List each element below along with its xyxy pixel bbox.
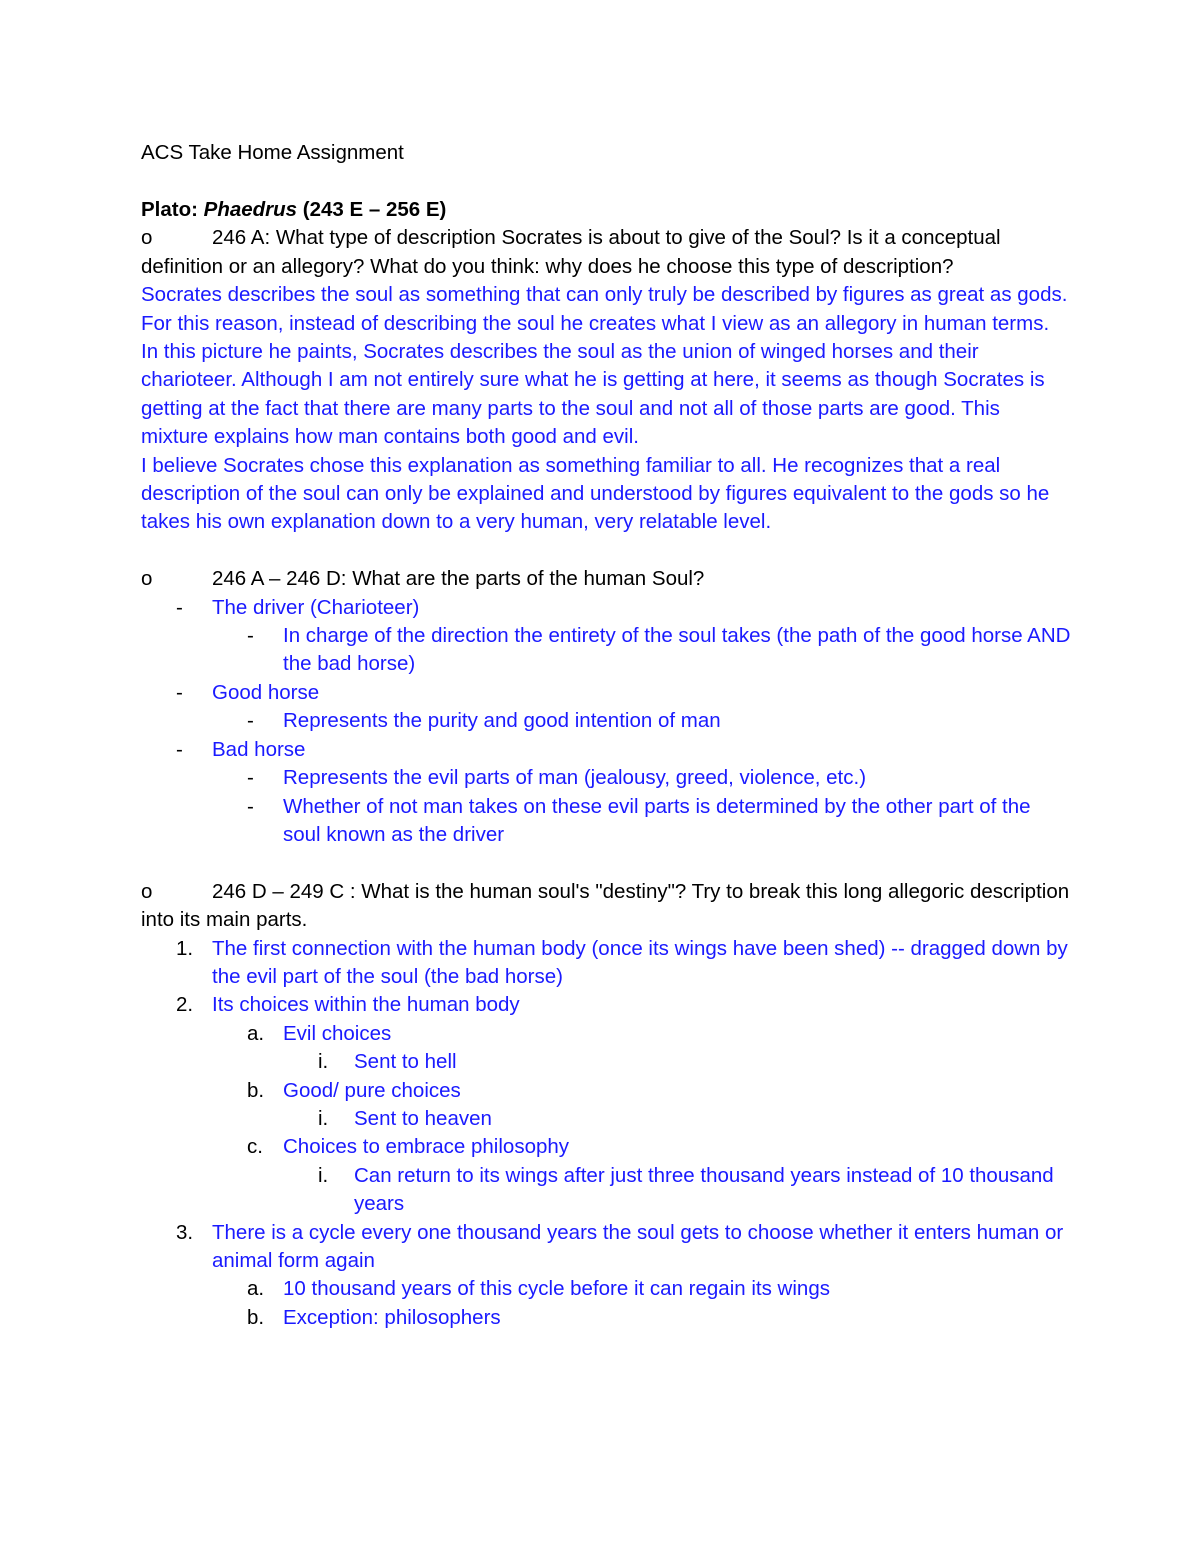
list-item-text: Represents the purity and good intention of man: [283, 709, 721, 733]
list-marker: b.: [247, 1305, 265, 1329]
question-1-text: o 246 A: What type of description Socrates is about to give of the Soul? Is it a conceptual definition or an allegory? What do you think: why does he choose this type of description?: [141, 226, 1001, 278]
document-body: [141, 196, 1071, 1332]
document-title: ACS Take Home Assignment: [141, 141, 404, 164]
list-item-text: Represents the evil parts of man (jealousy, greed, violence, etc.): [283, 766, 867, 790]
question-3-text: o 246 D – 249 C : What is the human soul's "destiny"? Try to break this long allegoric description into its main parts.: [141, 879, 1070, 932]
question-1: [141, 224, 1071, 536]
list-subitem: [141, 1077, 1071, 1105]
list-item-text: In charge of the direction the entirety of the soul takes (the path of the good horse AND the bad horse): [283, 624, 1071, 676]
list-marker: -: [247, 794, 254, 818]
list-subsubitem: [141, 1105, 1071, 1133]
list-item-text: Sent to hell: [354, 1050, 457, 1074]
list-subitem: [141, 764, 1071, 792]
section-heading: [141, 196, 1071, 224]
list-marker: -: [176, 737, 183, 761]
list-item-text: Evil choices: [283, 1021, 392, 1045]
list-subitem: [141, 1275, 1071, 1303]
list-item: [141, 991, 1071, 1019]
list-item-text: Whether of not man takes on these evil parts is determined by the other part of the soul known as the driver: [283, 794, 1031, 846]
list-item-text: Sent to heaven: [354, 1106, 492, 1130]
list-item: [141, 1219, 1071, 1276]
list-subitem: [141, 707, 1071, 735]
list-marker: i.: [318, 1106, 329, 1130]
list-marker: -: [247, 766, 254, 790]
list-marker: i.: [318, 1050, 329, 1074]
list-marker: a.: [247, 1021, 265, 1045]
list-item-text: Its choices within the human body: [212, 993, 520, 1017]
list-item-text: Good horse: [212, 680, 320, 704]
list-subitem: [141, 793, 1071, 850]
list-item-text: Good/ pure choices: [283, 1078, 461, 1102]
list-marker: -: [247, 624, 254, 648]
list-marker: -: [176, 595, 183, 619]
heading-author: Plato:: [141, 198, 198, 221]
list-item-text: Can return to its wings after just three thousand years instead of 10 thousand years: [354, 1163, 1054, 1216]
list-marker: 2.: [176, 993, 194, 1017]
list-item: [141, 935, 1071, 992]
list-item-text: The driver (Charioteer): [212, 595, 420, 619]
heading-work: Phaedrus: [203, 198, 298, 221]
list-marker: a.: [247, 1277, 265, 1301]
list-marker: -: [176, 680, 183, 704]
list-subitem: [141, 1133, 1071, 1161]
list-marker: 3.: [176, 1220, 194, 1244]
list-item: [141, 679, 1071, 707]
heading-range: (243 E – 256 E): [302, 198, 447, 221]
answer-paragraph: I believe Socrates chose this explanation as something familiar to all. He recognizes that a real description of the soul can only be explained and understood by figures equivalent to the gods so he takes his own explanation down to a very human, very relatable level.: [141, 453, 1050, 534]
list-item-text: Bad horse: [212, 737, 306, 761]
list-subsubitem: [141, 1048, 1071, 1076]
list-subitem: [141, 622, 1071, 679]
question-bullet: o: [141, 879, 153, 903]
question-2: [141, 565, 1071, 849]
answer-paragraph: In this picture he paints, Socrates describes the soul as the union of winged horses and their charioteer. Although I am not entirely sure what he is getting at here, it seems as though Socrates is getting at the fact that there are many parts to the soul and not all of those parts are good. This mixture explains how man contains both good and evil.: [141, 340, 1045, 449]
list-subitem: [141, 1304, 1071, 1332]
list-item-text: Exception: philosophers: [283, 1305, 501, 1329]
answer-paragraph: Socrates describes the soul as something that can only truly be described by figures as great as gods. For this reason, instead of describing the soul he creates what I view as an allegory in human terms.: [141, 283, 1068, 335]
list-subsubitem: [141, 1162, 1071, 1219]
list-marker: -: [247, 709, 254, 733]
list-item-text: The first connection with the human body (once its wings have been shed) -- dragged down by the evil part of the soul (the bad horse): [212, 936, 1068, 988]
question-bullet: o: [141, 226, 153, 250]
list-marker: b.: [247, 1078, 265, 1102]
spacer: [141, 537, 1071, 565]
list-item: [141, 594, 1071, 622]
spacer: [141, 849, 1071, 877]
list-item-text: There is a cycle every one thousand years the soul gets to choose whether it enters human or animal form again: [212, 1220, 1064, 1272]
list-marker: c.: [247, 1135, 263, 1159]
question-2-text: o 246 A – 246 D: What are the parts of the human Soul?: [141, 565, 1071, 593]
list-item-text: Choices to embrace philosophy: [283, 1135, 570, 1159]
list-subitem: [141, 1020, 1071, 1048]
question-3: [141, 878, 1071, 1333]
question-bullet: o: [141, 567, 153, 591]
list-item: [141, 736, 1071, 764]
list-marker: 1.: [176, 936, 194, 960]
list-marker: i.: [318, 1163, 329, 1187]
list-item-text: 10 thousand years of this cycle before it can regain its wings: [283, 1277, 830, 1301]
